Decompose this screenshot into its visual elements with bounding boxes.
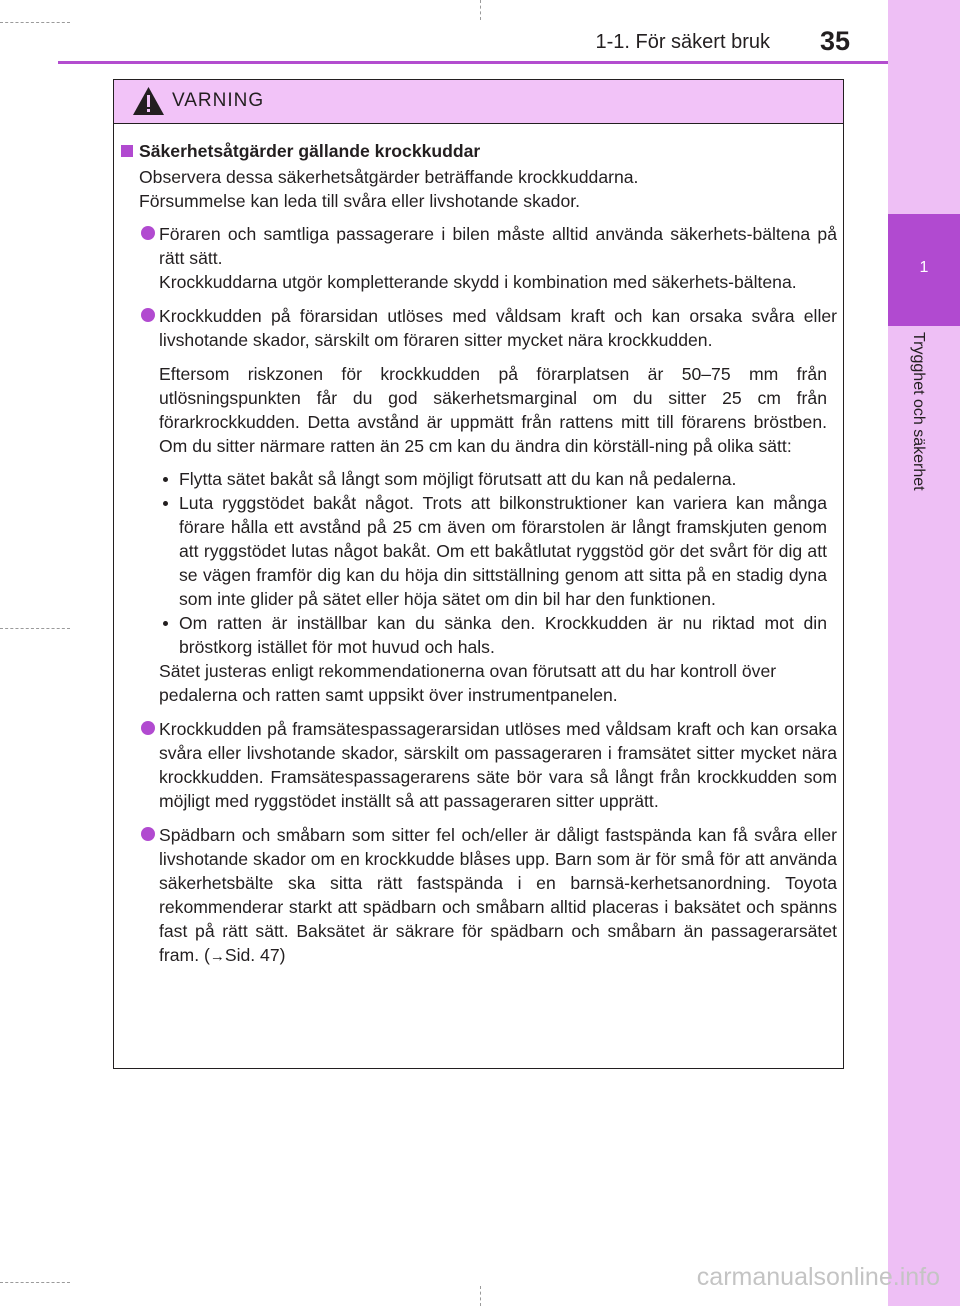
- list-item: [159, 491, 827, 611]
- dot-icon: [163, 477, 168, 482]
- side-strip: [888, 0, 960, 1306]
- bullet-text: Spädbarn och småbarn som sitter fel och/eller är dåligt fastspända kan få svåra eller livshotande skador om en krockkudde blåses upp. Barn som är för små för att använda säkerhetsbälte ska sitta rätt fastspända i en barnsä-kerhetsanordning. Toyota rekommenderar starkt att spädbarn och småbarn alltid placeras i baksätet och spänns fast på rätt sätt. Baksätet är säkrare för spädbarn och småbarn än passagerarsätet fram. (: [159, 825, 837, 965]
- intro-line: Försummelse kan leda till svåra eller livshotande skador.: [139, 191, 581, 211]
- bullet-text: Krockkudden på framsätespassagerarsidan utlöses med våldsam kraft och kan orsaka svåra eller livshotande skador, särskilt om passageraren i framsätet sitter mycket nära krockkudden. Framsätespassagerarens säte bör vara så långt från krockkudden som möjligt med ryggstödet inställt så att passageraren sitter upprätt.: [159, 719, 837, 811]
- distance-paragraph: Eftersom riskzonen för krockkudden på förarplatsen är 50–75 mm från utlösningspunkten får du god säkerhetsmarginal om du sitter 25 cm från förarkrockkudden. Detta avstånd är uppmätt från rattens mitt till förarens bröstben. Om du sitter närmare ratten än 25 cm kan du ändra din körställ-ning på olika sätt:: [159, 364, 827, 456]
- page-number: 35: [819, 26, 850, 56]
- arrow-right-icon: →: [209, 948, 225, 965]
- crop-mark: [480, 0, 481, 20]
- round-bullet-icon: [141, 308, 155, 322]
- crop-mark: [480, 1286, 481, 1306]
- warning-title: VARNING: [172, 90, 265, 111]
- list-item-text: Flytta sätet bakåt så långt som möjligt förutsatt att du kan nå pedalerna.: [179, 469, 737, 489]
- bullet-seatbelts: [121, 222, 837, 294]
- bullet-text: Krockkudden på förarsidan utlöses med våldsam kraft och kan orsaka svåra eller livshotande skador, särskilt om föraren sitter mycket nära krockkudden.: [159, 306, 837, 350]
- warning-header: [114, 80, 843, 124]
- watermark: carmanualsonline.info: [696, 1263, 940, 1291]
- bullet-text: Krockkuddarna utgör kompletterande skydd i kombination med säkerhets-bältena.: [159, 272, 797, 292]
- list-item: [159, 611, 827, 659]
- warning-heading: [121, 139, 837, 163]
- list-item-text: Luta ryggstödet bakåt något. Trots att bilkonstruktioner kan variera kan många förare hålla ett avstånd på 25 cm även om förarstolen är långt framskjuten genom att ryggstödet lutas något bakåt. Om ett bakåtlutat ryggstöd gör det svårt för dig att se vägen framför dig kan du höja din sittställning genom att sitta på en stadig dyna som inte glider på sätet eller höja sätet om din bil har den funktionen.: [179, 493, 827, 609]
- chapter-number: 1: [919, 259, 929, 276]
- adjustment-list: [121, 467, 837, 659]
- seat-note: Sätet justeras enligt rekommendationerna ovan förutsatt att du har kontroll över pedalerna och ratten samt uppsikt över instrumentpanelen.: [159, 661, 777, 705]
- bullet-children: [121, 823, 837, 969]
- intro-line: Observera dessa säkerhetsåtgärder beträffande krockkuddarna.: [139, 167, 639, 187]
- bullet-text: Föraren och samtliga passagerare i bilen måste alltid använda säkerhets-bältena på rätt sätt.: [159, 224, 837, 268]
- list-item-text: Om ratten är inställbar kan du sänka den. Krockkudden är nu riktad mot din bröstkorg istället för mot huvud och hals.: [179, 613, 827, 657]
- page-reference-link[interactable]: Sid. 47): [224, 945, 286, 965]
- warning-triangle-icon: [132, 86, 165, 116]
- bullet-driver-airbag: [121, 304, 837, 352]
- warning-body: [114, 124, 843, 1068]
- square-bullet-icon: [121, 145, 133, 157]
- crop-mark: [0, 22, 70, 23]
- round-bullet-icon: [141, 827, 155, 841]
- crop-mark: [0, 1282, 70, 1283]
- section-title: 1-1. För säkert bruk: [595, 31, 770, 53]
- chapter-title: Trygghet och säkerhet: [910, 332, 927, 491]
- warning-intro: [121, 165, 837, 213]
- dot-icon: [163, 621, 168, 626]
- bullet-passenger-airbag: [121, 717, 837, 813]
- warning-box: [113, 79, 844, 1069]
- warning-heading-text: Säkerhetsåtgärder gällande krockkuddar: [139, 141, 481, 161]
- round-bullet-icon: [141, 226, 155, 240]
- round-bullet-icon: [141, 721, 155, 735]
- dot-icon: [163, 501, 168, 506]
- list-item: [159, 467, 827, 491]
- header-rule: [58, 61, 888, 64]
- crop-mark: [0, 628, 70, 629]
